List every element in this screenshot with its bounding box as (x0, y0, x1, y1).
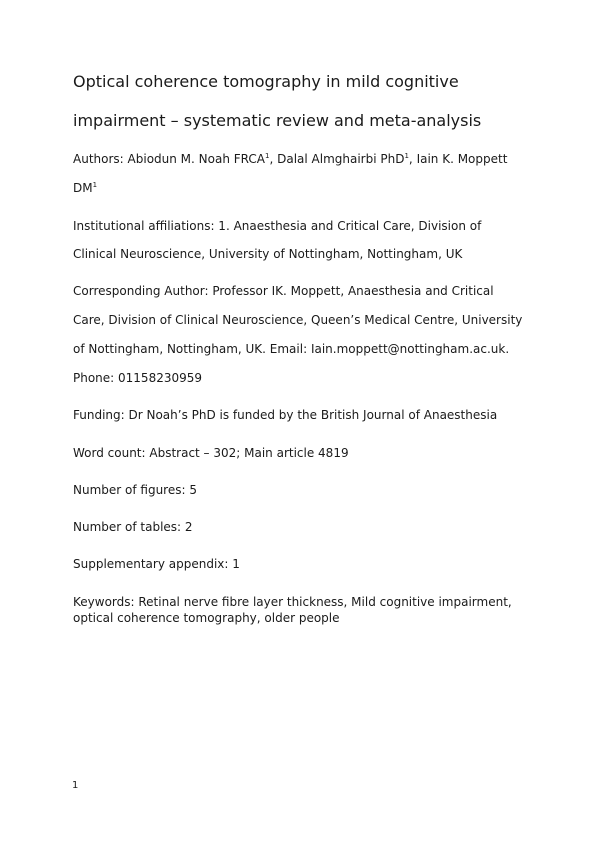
corresponding-author-line-4: Phone: 01158230959 (73, 371, 203, 385)
funding-line: Funding: Dr Noah’s PhD is funded by the British Journal of Anaesthesia (73, 408, 498, 422)
supplementary-appendix-line: Supplementary appendix: 1 (73, 557, 240, 571)
authors-label: Authors: (73, 152, 124, 166)
author-name-3-part-2: DM (73, 181, 93, 195)
corresponding-author-line-1: Corresponding Author: Professor IK. Moppett, Anaesthesia and Critical (73, 284, 494, 298)
affiliations-line-2: Clinical Neuroscience, University of Nottingham, Nottingham, UK (73, 247, 463, 261)
author-separator-1: , (269, 152, 278, 166)
author-name-1: Abiodun M. Noah FRCA (127, 152, 265, 166)
affiliations-line-1: Institutional affiliations: 1. Anaesthesia and Critical Care, Division of (73, 219, 482, 233)
author-separator-2: , (408, 152, 417, 166)
author-affiliation-marker-1: 1 (264, 152, 270, 160)
figures-count-line: Number of figures: 5 (73, 483, 197, 497)
corresponding-author-line-2: Care, Division of Clinical Neuroscience, Queen’s Medical Centre, University (73, 313, 523, 327)
author-affiliation-marker-2: 1 (404, 152, 409, 160)
title-line-1: Optical coherence tomography in mild cognitive (73, 72, 459, 91)
word-count-line: Word count: Abstract – 302; Main article 4819 (73, 446, 349, 460)
tables-count-line: Number of tables: 2 (73, 520, 193, 534)
authors-line-2 (73, 180, 97, 196)
keywords-line-1: Keywords: Retinal nerve fibre layer thickness, Mild cognitive impairment, (73, 595, 512, 609)
author-affiliation-marker-3: 1 (92, 181, 98, 189)
keywords-line-2: optical coherence tomography, older people (73, 611, 340, 625)
page-number: 1 (72, 780, 79, 791)
corresponding-author-line-3: of Nottingham, Nottingham, UK. Email: Iain.moppett@nottingham.ac.uk. (73, 342, 510, 356)
title-line-2: impairment – systematic review and meta-analysis (73, 111, 482, 130)
author-name-3-part-1: Iain K. Moppett (416, 152, 508, 166)
authors-line-1 (73, 151, 507, 167)
author-name-2: Dalal Almghairbi PhD (277, 152, 405, 166)
